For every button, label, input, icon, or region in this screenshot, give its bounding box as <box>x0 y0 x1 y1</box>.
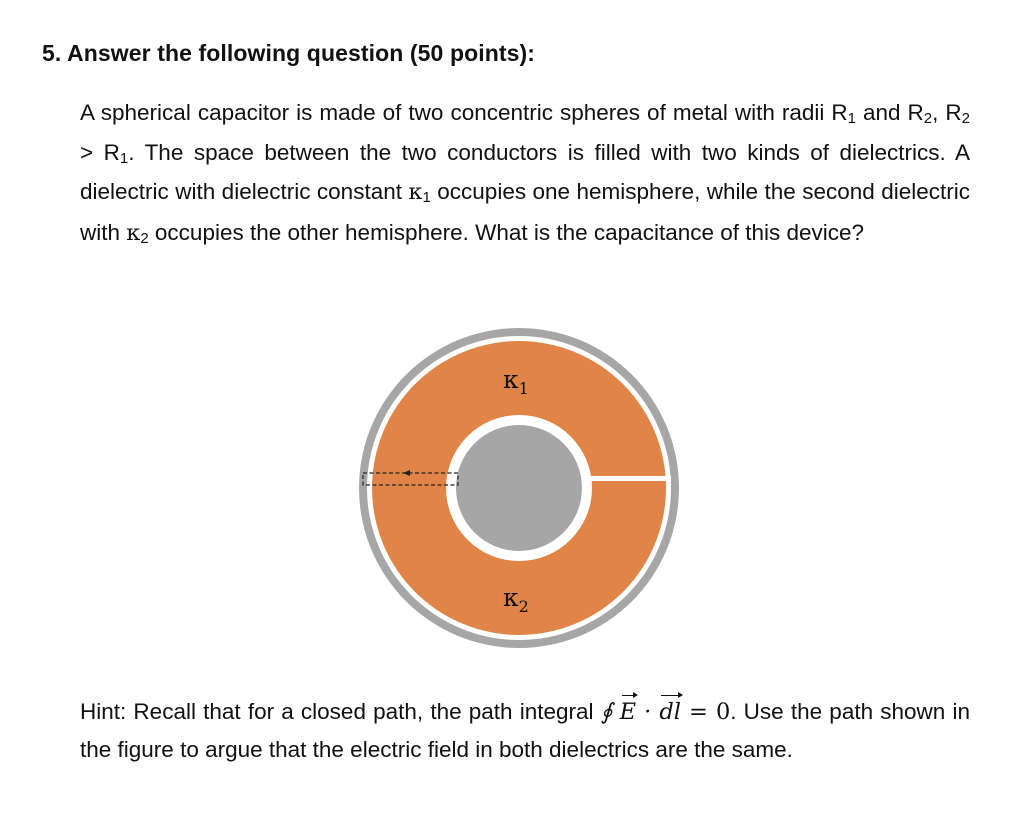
question-heading: 5. Answer the following question (50 points): <box>42 40 536 66</box>
vector-e: E <box>620 693 636 731</box>
inner-sphere <box>456 425 582 551</box>
kappa-2-label: $\kappa_2$ <box>503 583 529 616</box>
question-text: A spherical capacitor is made of two concentric spheres of metal with radii $R_1$ and $R_2$, $R_2 > R_1$. The space between the two conductors is filled with two kinds of dielectrics. A dielectric with dielectric constant $\kappa_1$ occupies one hemisphere, while the second dielectric with $\kappa_2$ occupies the other hemisphere. What is the capacitance of this device? <box>80 100 971 247</box>
hint-text: Hint: Recall that for a closed path, the path integral ∮ E · dl = 0. Use the path shown in the figure to argue that the electric field in both dielectrics are the same. <box>80 693 970 769</box>
integral-symbol: ∮ <box>600 699 613 725</box>
vector-dl: dl <box>659 693 681 731</box>
kappa-1-label: $\kappa_1$ <box>503 365 529 398</box>
capacitor-diagram <box>357 326 681 650</box>
